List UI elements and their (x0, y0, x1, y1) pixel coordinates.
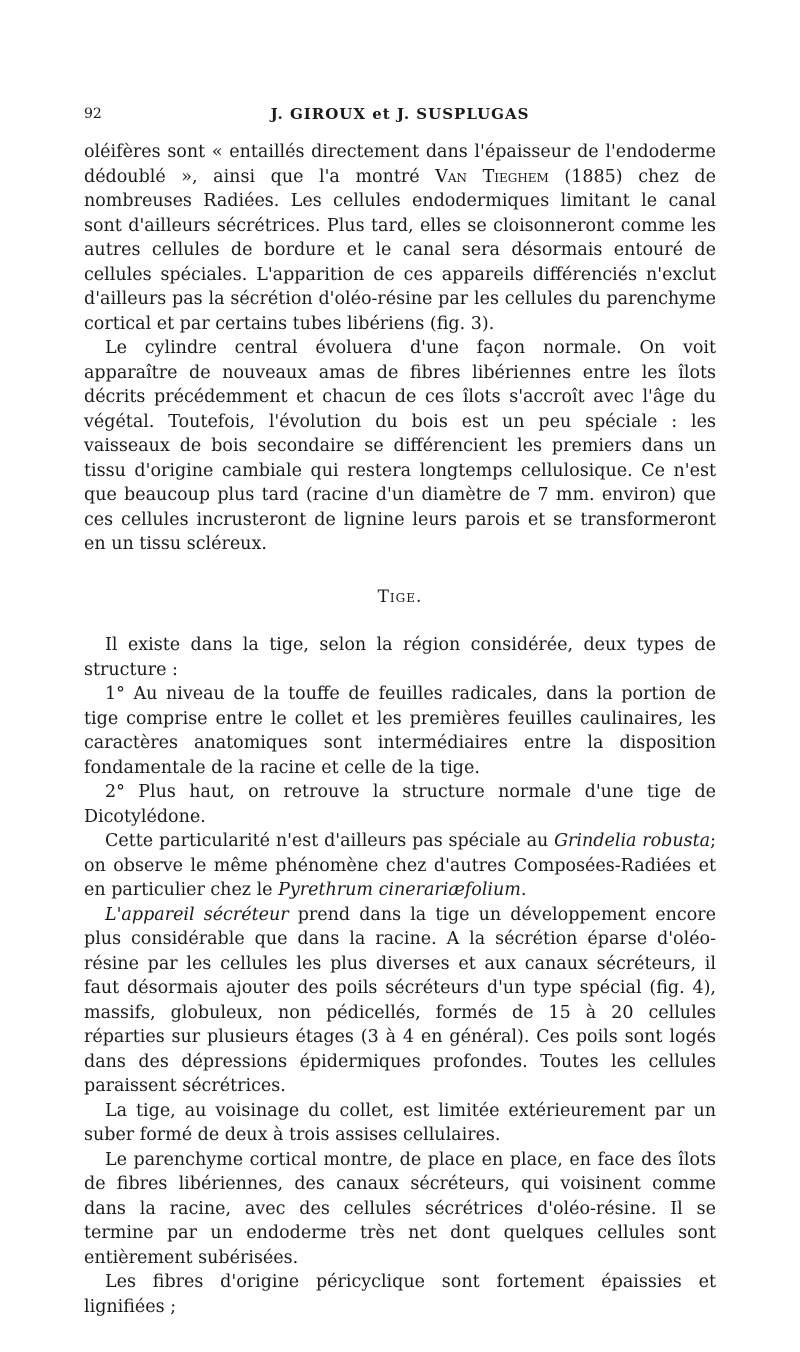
paragraph-item-1: 1° Au niveau de la touffe de feuilles radicales, dans la portion de tige comprise entre le collet et les premières feuilles caulinaires, les caractères anatomiques sont intermédiaires entre la disposition fondamentale de la racine et celle de la tige. (84, 684, 716, 778)
text-run: ; on observe le même phénomène chez d'autres Composées-Radiées et en particulier chez le (84, 831, 716, 900)
text-run: . (520, 880, 527, 900)
paragraph-item-2: 2° Plus haut, on retrouve la structure normale d'une tige de Dicotylédone. (84, 782, 716, 827)
paragraph-particularity (84, 829, 716, 903)
section-heading: Tige. (377, 586, 423, 607)
species-name: Pyrethrum cinerariæfolium (278, 880, 521, 900)
page-number: 92 (84, 106, 102, 122)
paragraph-continuation (84, 140, 716, 336)
running-head (84, 100, 716, 130)
paragraph-pericyclic-fibers: Les fibres d'origine péricyclique sont fortement épaissies et lignifiées ; (84, 1272, 716, 1317)
italic-term: L'appareil sécréteur (105, 904, 289, 925)
paragraph-cortical-parenchyma: Le parenchyme cortical montre, de place en place, en face des îlots de fibres libériennes, des canaux sécréteurs, qui voisinent comme dans la racine, avec des cellules sécrétrices d'oléo-résine. Il se termine par un endoderme très net dont quelques cellules sont entièrement subérisées. (84, 1149, 716, 1268)
species-name: Grindelia robusta (554, 831, 711, 851)
text-run: Cette particularité n'est d'ailleurs pas spéciale au (105, 831, 555, 851)
text-run: (1885) chez de nombreuses Radiées. Les cellules endodermiques limitant le canal sont d'ailleurs sécrétrices. Plus tard, elles se cloisonneront comme les autres cellules de bordure et le canal sera désormais entouré de cellules spéciales. L'apparition de ces appareils différenciés n'exclut d'ailleurs pas la sécrétion d'oléo-résine par les cellules du parenchyme cortical et par certains tubes libériens (fig. 3). (84, 166, 716, 334)
paragraph-secretory-apparatus (84, 903, 716, 1099)
text-run: prend dans la tige un développement encore plus considérable que dans la racine. A la sécrétion éparse d'oléo-résine par les cellules les plus diverses et aux canaux sécréteurs, il faut désormais ajouter des poils sécréteurs d'un type spécial (fig. 4), massifs, globuleux, non pédicellés, formés de 15 à 20 cellules réparties sur plusieurs étages (3 à 4 en général). Ces poils sont logés dans des dépressions épidermiques profondes. Toutes les cellules paraissent sécrétrices. (84, 904, 716, 1096)
paragraph-central-cylinder: Le cylindre central évoluera d'une façon normale. On voit apparaître de nouveaux amas de fibres libériennes entre les îlots décrits précédemment et chacun de ces îlots s'accroît avec l'âge du végétal. Toutefois, l'évolution du bois est un peu spéciale : les vaisseaux de bois secondaire se différencient les premiers dans un tissu d'origine cambiale qui restera longtemps cellulosique. Ce n'est que beaucoup plus tard (racine d'un diamètre de 7 mm. environ) que ces cellules incrusteront de lignine leurs parois et se transformeront en un tissu scléreux. (84, 338, 716, 554)
paragraph-stem-collar: La tige, au voisinage du collet, est limitée extérieurement par un suber formé de deux à trois assises cellulaires. (84, 1100, 716, 1145)
author-name: Van Tieghem (435, 166, 549, 187)
body-text (84, 140, 716, 1319)
text-run: oléifères sont « entaillés directement dans l'épaisseur de l'endoderme dédoublé », ainsi que l'a montré (84, 142, 716, 187)
running-head-authors: J. GIROUX et J. SUSPLUGAS (270, 105, 530, 123)
paragraph-structure-types: Il existe dans la tige, selon la région considérée, deux types de structure : (84, 635, 716, 680)
